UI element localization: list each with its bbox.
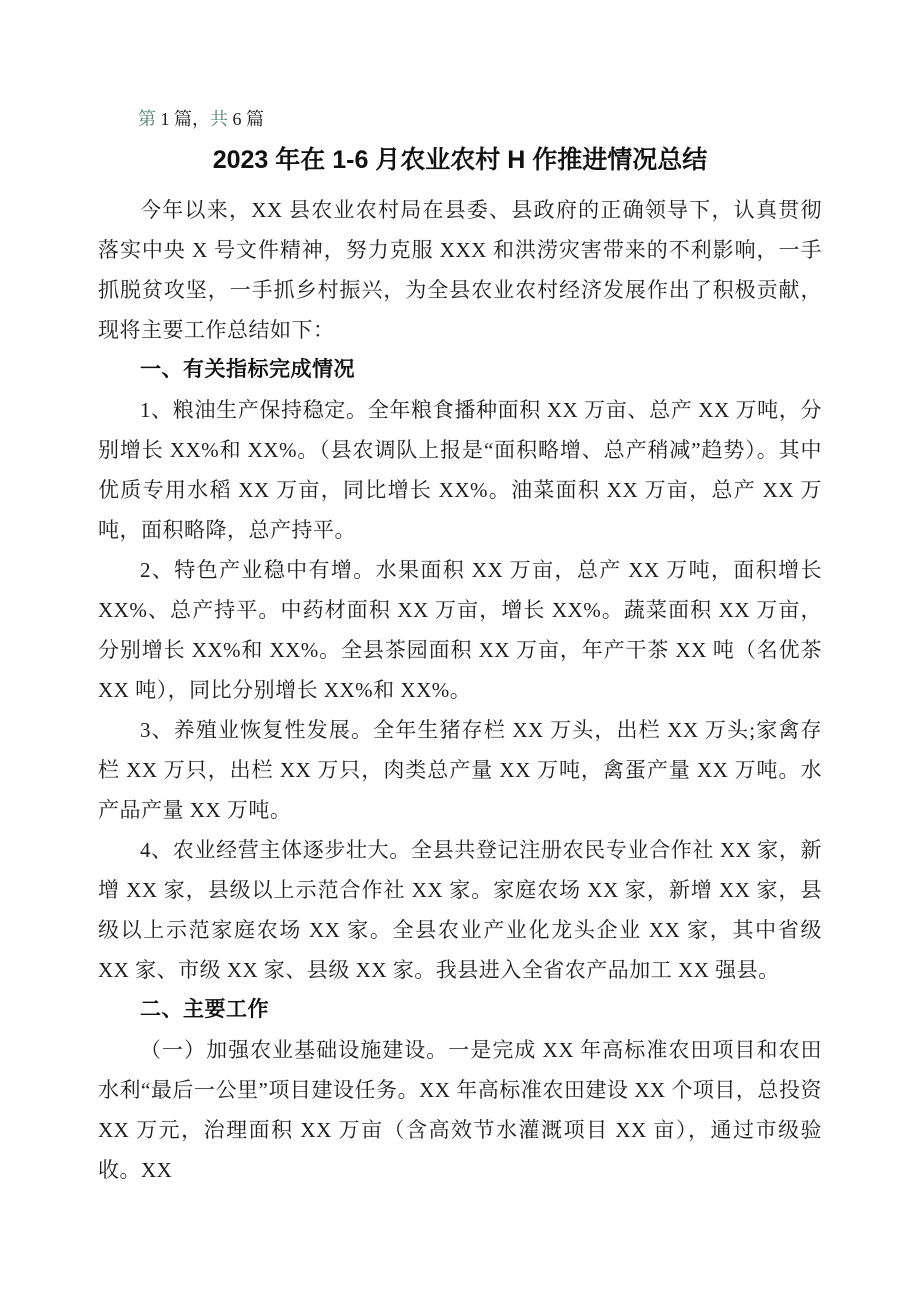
paragraph-breeding-industry: 3、养殖业恢复性发展。全年生猪存栏 XX 万头，出栏 XX 万头;家禽存栏 XX 万只，出栏 XX 万只，肉类总产量 XX 万吨，禽蛋产量 XX 万吨。水产品产量 XX 万吨。	[98, 718, 822, 822]
page-indicator	[138, 106, 822, 132]
page-indicator-char-di: 第	[138, 109, 156, 129]
section-heading-main-work: 二、主要工作	[140, 998, 269, 1021]
page-indicator-pian: 篇	[246, 109, 264, 129]
section-heading-indicators: 一、有关指标完成情况	[140, 358, 355, 381]
page-indicator-total-number: 6	[228, 109, 246, 129]
paragraph-intro: 今年以来，XX 县农业农村局在县委、县政府的正确领导下，认真贯彻落实中央 X 号文件精神，努力克服 XXX 和洪涝灾害带来的不利影响，一手抓脱贫攻坚，一手抓乡村振兴，为全县农业农村经济发展作出了积极贡献，现将主要工作总结如下：	[98, 198, 822, 342]
paragraph-infrastructure: （一）加强农业基础设施建设。一是完成 XX 年高标准农田项目和农田水利“最后一公里”项目建设任务。XX 年高标准农田建设 XX 个项目，总投资 XX 万元，治理面积 XX 万亩（含高效节水灌溉项目 XX 亩），通过市级验收。XX	[98, 1038, 822, 1182]
paragraph-business-entities: 4、农业经营主体逐步壮大。全县共登记注册农民专业合作社 XX 家，新增 XX 家，县级以上示范合作社 XX 家。家庭农场 XX 家，新增 XX 家，县级以上示范家庭农场 XX 家。全县农业产业化龙头企业 XX 家，其中省级 XX 家、市级 XX 家、县级 XX 家。我县进入全省农产品加工 XX 强县。	[98, 838, 822, 982]
page-indicator-char-gong: 共	[210, 109, 228, 129]
paragraph-grain-oil-production: 1、粮油生产保持稳定。全年粮食播种面积 XX 万亩、总产 XX 万吨，分别增长 XX%和 XX%。（县农调队上报是“面积略增、总产稍减”趋势）。其中优质专用水稻 XX 万亩，同比增长 XX%。油菜面积 XX 万亩，总产 XX 万吨，面积略降，总产持平。	[98, 398, 822, 542]
page-indicator-current-number: 1	[156, 109, 174, 129]
page-indicator-pian-comma: 篇，	[174, 109, 210, 129]
paragraph-special-industries: 2、特色产业稳中有增。水果面积 XX 万亩，总产 XX 万吨，面积增长 XX%、总产持平。中药材面积 XX 万亩，增长 XX%。蔬菜面积 XX 万亩，分别增长 XX%和 XX%。全县茶园面积 XX 万亩，年产干茶 XX 吨（名优茶 XX 吨），同比分别增长 XX%和 XX%。	[98, 558, 822, 702]
document-title: 2023 年在 1-6 月农业农村 H 作推进情况总结	[212, 146, 708, 174]
